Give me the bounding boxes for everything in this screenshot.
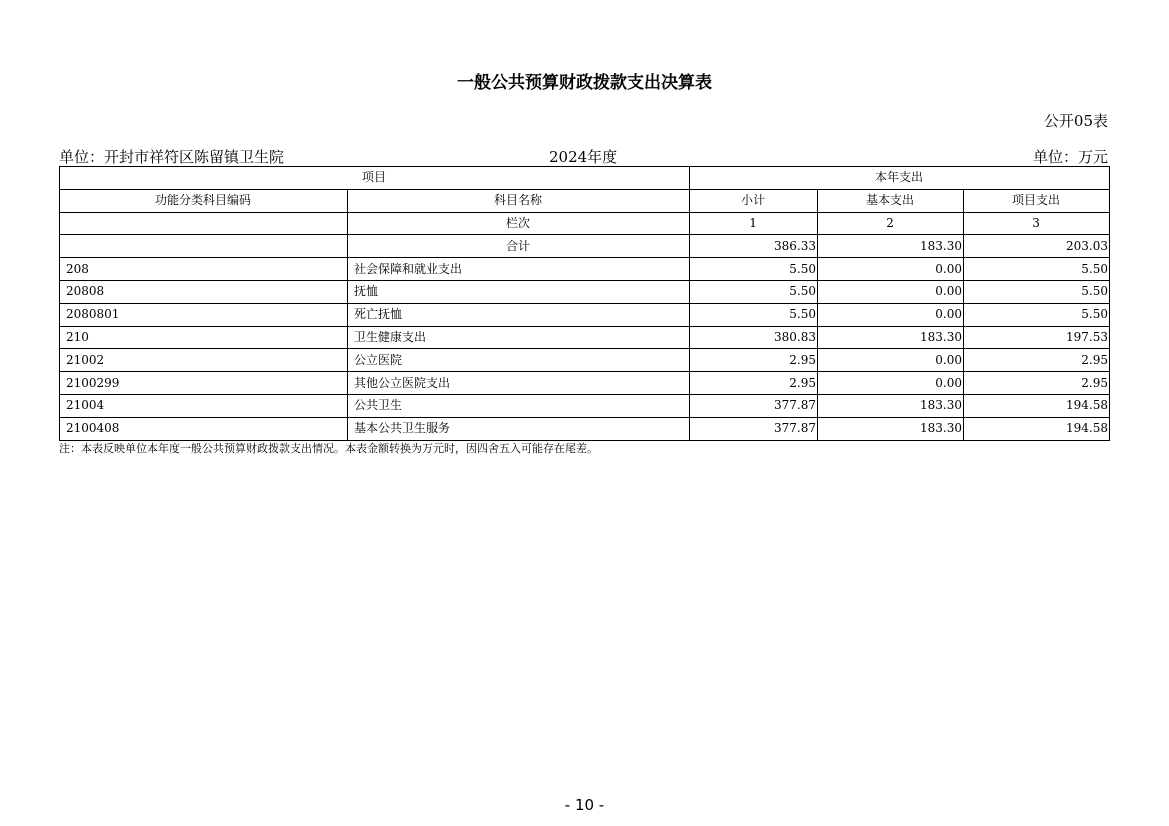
row-code: 21004 bbox=[60, 394, 348, 417]
row-project: 194.58 bbox=[964, 417, 1110, 440]
total-subtotal: 386.33 bbox=[690, 235, 818, 258]
total-label: 合计 bbox=[348, 235, 690, 258]
row-project: 2.95 bbox=[964, 349, 1110, 372]
header-code: 功能分类科目编码 bbox=[60, 189, 348, 212]
page-number: - 10 - bbox=[564, 796, 605, 814]
row-subtotal: 380.83 bbox=[690, 326, 818, 349]
row-basic: 0.00 bbox=[818, 303, 964, 326]
row-basic: 0.00 bbox=[818, 372, 964, 395]
row-project: 5.50 bbox=[964, 280, 1110, 303]
row-code: 210 bbox=[60, 326, 348, 349]
row-name: 公立医院 bbox=[348, 349, 690, 372]
header-subtotal: 小计 bbox=[690, 189, 818, 212]
table-row bbox=[60, 258, 1110, 281]
row-code: 21002 bbox=[60, 349, 348, 372]
header-basic: 基本支出 bbox=[818, 189, 964, 212]
table-note: 注：本表反映单位本年度一般公共预算财政拨款支出情况。本表金额转换为万元时，因四舍五入可能存在尾差。 bbox=[59, 442, 598, 455]
row-basic: 0.00 bbox=[818, 258, 964, 281]
reporting-unit: 单位：开封市祥符区陈留镇卫生院 bbox=[59, 148, 285, 166]
total-project: 203.03 bbox=[964, 235, 1110, 258]
table-row bbox=[60, 349, 1110, 372]
row-name: 基本公共卫生服务 bbox=[348, 417, 690, 440]
column-index-2: 2 bbox=[818, 212, 964, 235]
row-name: 抚恤 bbox=[348, 280, 690, 303]
table-row bbox=[60, 326, 1110, 349]
row-project: 197.53 bbox=[964, 326, 1110, 349]
header-current-year-expense: 本年支出 bbox=[690, 167, 1110, 190]
column-index-3: 3 bbox=[964, 212, 1110, 235]
row-basic: 183.30 bbox=[818, 326, 964, 349]
row-name: 卫生健康支出 bbox=[348, 326, 690, 349]
row-code: 20808 bbox=[60, 280, 348, 303]
expenditure-table bbox=[59, 166, 1110, 441]
table-row bbox=[60, 303, 1110, 326]
row-subtotal: 377.87 bbox=[690, 394, 818, 417]
header-project: 项目 bbox=[60, 167, 690, 190]
currency-unit: 单位：万元 bbox=[1032, 148, 1108, 166]
row-basic: 183.30 bbox=[818, 417, 964, 440]
empty-cell bbox=[60, 235, 348, 258]
row-name: 其他公立医院支出 bbox=[348, 372, 690, 395]
table-row bbox=[60, 417, 1110, 440]
form-number: 公开05表 bbox=[1043, 112, 1108, 130]
fiscal-year: 2024年度 bbox=[549, 148, 618, 166]
row-project: 5.50 bbox=[964, 303, 1110, 326]
row-code: 2100299 bbox=[60, 372, 348, 395]
column-index-row bbox=[60, 212, 1110, 235]
row-basic: 0.00 bbox=[818, 349, 964, 372]
row-code: 208 bbox=[60, 258, 348, 281]
row-project: 5.50 bbox=[964, 258, 1110, 281]
row-basic: 0.00 bbox=[818, 280, 964, 303]
header-row-1 bbox=[60, 167, 1110, 190]
row-code: 2080801 bbox=[60, 303, 348, 326]
page-title: 一般公共预算财政拨款支出决算表 bbox=[457, 73, 712, 93]
row-subtotal: 5.50 bbox=[690, 280, 818, 303]
column-index-1: 1 bbox=[690, 212, 818, 235]
table-row bbox=[60, 280, 1110, 303]
empty-cell bbox=[60, 212, 348, 235]
row-name: 死亡抚恤 bbox=[348, 303, 690, 326]
row-subtotal: 2.95 bbox=[690, 349, 818, 372]
row-subtotal: 5.50 bbox=[690, 258, 818, 281]
row-name: 社会保障和就业支出 bbox=[348, 258, 690, 281]
row-name: 公共卫生 bbox=[348, 394, 690, 417]
row-subtotal: 2.95 bbox=[690, 372, 818, 395]
row-subtotal: 377.87 bbox=[690, 417, 818, 440]
total-row bbox=[60, 235, 1110, 258]
row-project: 2.95 bbox=[964, 372, 1110, 395]
table-row bbox=[60, 394, 1110, 417]
row-subtotal: 5.50 bbox=[690, 303, 818, 326]
column-index-label: 栏次 bbox=[348, 212, 690, 235]
table-row bbox=[60, 372, 1110, 395]
header-project-expense: 项目支出 bbox=[964, 189, 1110, 212]
row-code: 2100408 bbox=[60, 417, 348, 440]
row-basic: 183.30 bbox=[818, 394, 964, 417]
total-basic: 183.30 bbox=[818, 235, 964, 258]
row-project: 194.58 bbox=[964, 394, 1110, 417]
header-row-2 bbox=[60, 189, 1110, 212]
header-name: 科目名称 bbox=[348, 189, 690, 212]
